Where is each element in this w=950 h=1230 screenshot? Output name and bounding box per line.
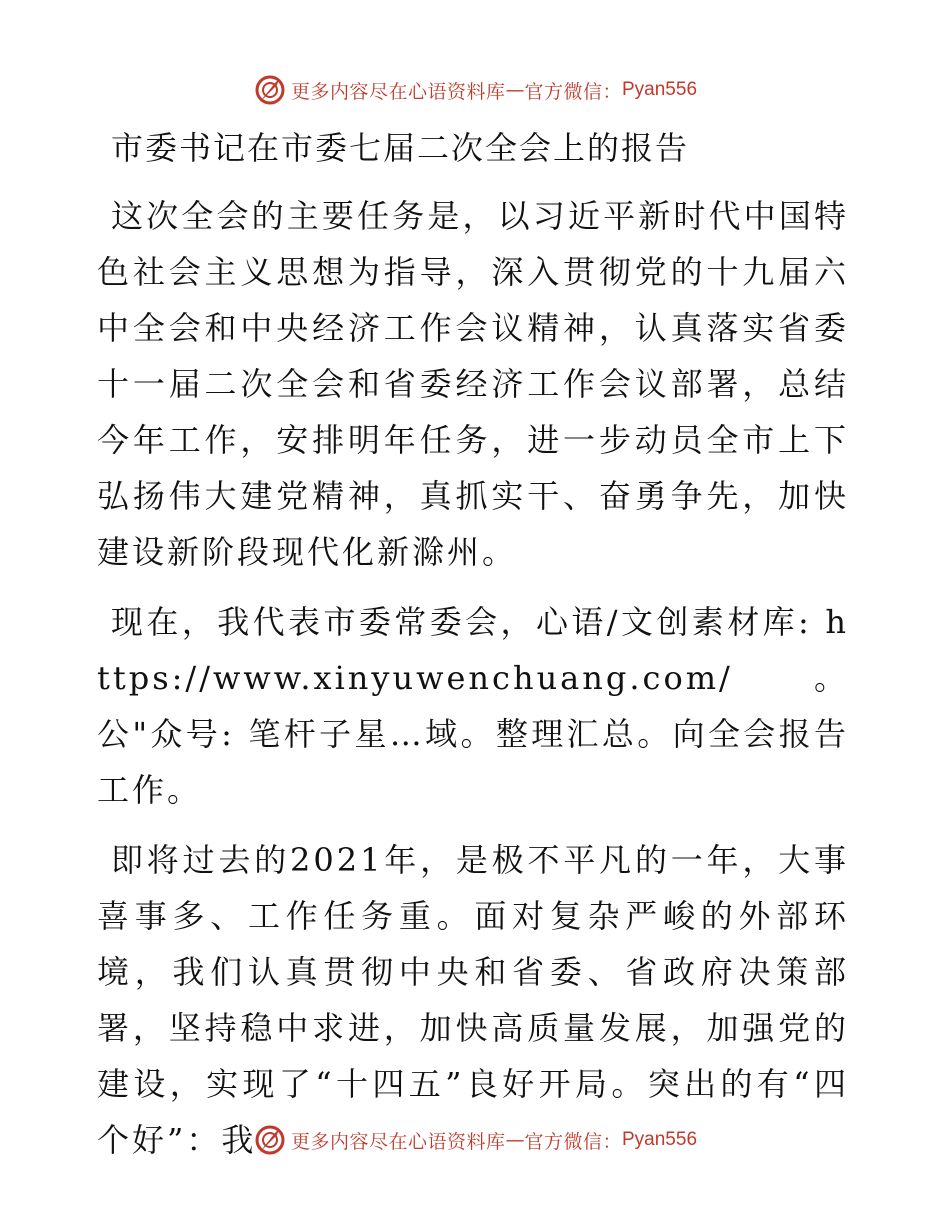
quill-circle-icon [253, 1123, 287, 1157]
watermark-id: Pyan556 [622, 79, 698, 100]
watermark-separator: — [505, 1129, 525, 1151]
footer-watermark [0, 1120, 950, 1160]
paragraph: 现在，我代表市委常委会，心语/文创素材库: https://www.xinyuwenchuang.com/。公"众号: 笔杆子星…域。整理汇总。向全会报告工作。 [97, 603, 849, 809]
paragraph: 这次全会的主要任务是，以习近平新时代中国特色社会主义思想为指导，深入贯彻党的十九届六中全会和中央经济工作会议精神，认真落实省委十一届二次全会和省委经济工作会议部署，总结今年工作，安排明年任务，进一步动员全市上下弘扬伟大建党精神，真抓实干、奋勇争先，加快建设新阶段现代化新滁州。 [97, 197, 849, 571]
header-watermark [0, 70, 950, 110]
document-title: 市委书记在市委七届二次全会上的报告 [111, 129, 690, 167]
paragraph: 即将过去的2021年，是极不平凡的一年，大事喜事多、工作任务重。面对复杂严峻的外部环境，我们认真贯彻中央和省委、省政府决策部署，坚持稳中求进，加快高质量发展，加强党的建设，实现了“十四五”良好开局。突出的有“四个好”：我 [97, 841, 849, 1159]
watermark-text: 更多内容尽在心语资料库 [290, 1130, 506, 1153]
watermark-text: 更多内容尽在心语资料库 [290, 80, 506, 103]
watermark-label: 官方微信： [524, 80, 622, 103]
quill-circle-icon [253, 73, 287, 107]
watermark-id: Pyan556 [622, 1129, 698, 1150]
watermark-separator: — [505, 79, 525, 101]
watermark-label: 官方微信： [524, 1130, 622, 1153]
